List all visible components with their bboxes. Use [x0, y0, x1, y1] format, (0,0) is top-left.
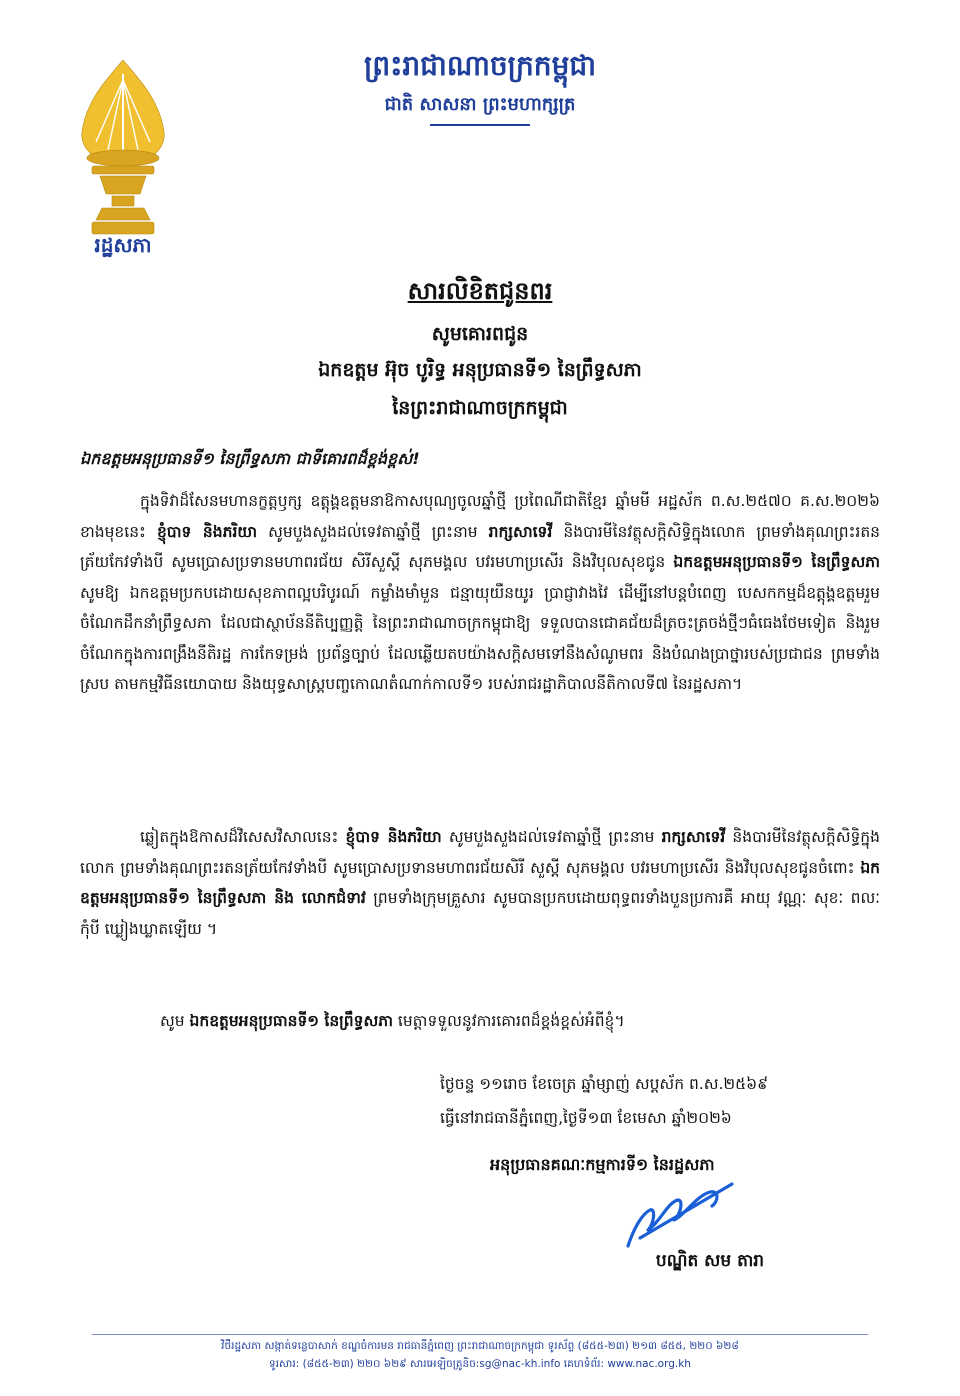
closing-text-c: មេត្តាទទួលនូវការគោរពដ៏ខ្ពង់ខ្ពស់អំពីខ្ញុំ។: [393, 1012, 625, 1030]
handwritten-signature-icon: [620, 1180, 740, 1254]
para1-text-c: សូមបួងសួងដល់ទេវតាឆ្នាំថ្មី ព្រះនាម: [257, 522, 489, 541]
letter-title: សារលិខិតជូនពរ: [407, 277, 553, 305]
para1-text-e: និងបារមីនៃវត្ថុសក្តិសិទ្ធិក្នុងលោក ព្រមទាំងគុណព្រះរតនត្រ័យកែវទាំងបី សូមប្រោសប្រទានមហាពរជ័យ សិរីសួស្តី សុភមង្គល បវរមហាប្រសើរ និងវិបុលសុខជូន: [80, 522, 881, 571]
body-paragraph-1: [80, 486, 880, 700]
para2-recipient: ឯកឧត្តមអនុប្រធានទី១ នៃព្រឹទ្ធសភា និង លោកជំទាវ: [80, 858, 880, 907]
address-line-1: សូមគោរពជូន: [431, 323, 529, 345]
para2-text-c: សូមបួងសួងដល់ទេវតាឆ្នាំថ្មី ព្រះនាម: [441, 828, 662, 846]
para2-text-g: ព្រមទាំងក្រុមគ្រួសារ សូមបានប្រកបដោយពុទ្ធពរទាំងបួនប្រការគឺ អាយុ វណ្ណៈ សុខៈ ពលៈ កុំបី ឃ្លៀងឃ្លាតឡើយ ។: [80, 889, 880, 938]
body-paragraph-2: [80, 822, 880, 944]
motto-divider: [430, 124, 530, 126]
footer-address: វិថីរដ្ឋសភា សង្កាត់ទន្លេបាសាក់ ខណ្ឌចំការមន រាជធានីភ្នំពេញ ព្រះរាជាណាចក្រកម្ពុជា ទូរស័ព្ទ (៨៥៥-២៣) ២១៣ ៨៥៥, ២២០ ៦២៨: [221, 1340, 739, 1352]
address-line-2: ឯកឧត្តម អ៊ុច បូរិទ្ធ អនុប្រធានទី១ នៃព្រឹទ្ធសភា: [318, 359, 642, 381]
closing-text-a: សូម: [160, 1012, 190, 1030]
kingdom-heading: ព្រះរាជាណាចក្រកម្ពុជា: [363, 49, 596, 82]
national-motto: ជាតិ សាសនា ព្រះមហាក្សត្រ: [384, 94, 576, 115]
para2-text-e: និងបារមីនៃវត្ថុសក្តិសិទ្ធិក្នុងលោក ព្រមទាំងគុណព្រះរតនត្រ័យកែវទាំងបី សូមប្រោសប្រទានមហាពរជ័យសិរី សួស្តី សុភមង្គល បវរមហាប្រសើរ និងវិបុលសុខជូនចំពោះ: [80, 828, 880, 877]
salutation: ឯកឧត្តមអនុប្រធានទី១ នៃព្រឹទ្ធសភា ជាទីគោរពដ៏ខ្ពង់ខ្ពស់!: [80, 449, 420, 468]
footer-divider: [92, 1334, 868, 1335]
address-line-3: នៃព្រះរាជាណាចក្រកម្ពុជា: [392, 397, 568, 419]
national-assembly-emblem-icon: [78, 60, 168, 238]
para1-deity-name: រាក្សសាទេវី: [488, 522, 553, 541]
para1-senders: ខ្ញុំបាទ និងភរិយា: [156, 522, 258, 541]
signatory-title: អនុប្រធានគណៈកម្មការទី១ នៃរដ្ឋសភា: [490, 1155, 715, 1174]
para2-deity-name: រាក្សសាទេវី: [661, 828, 726, 846]
institution-name: រដ្ឋសភា: [94, 233, 152, 257]
para2-text-a: ឆ្លៀតក្នុងឱកាសដ៏វិសេសវិសាលនេះ: [140, 828, 346, 846]
closing-line: [80, 1006, 880, 1036]
para1-text-g: សូមឱ្យ ឯកឧត្តមប្រកបដោយសុខភាពល្អបរិបូរណ៍ កម្លាំងមាំមួន ជន្មាយុយឺនយូរ ប្រាជ្ញាវាងវៃ ដើម្បីនៅបន្តបំពេញ បេសកកម្មដ៏ឧត្តុង្គឧត្តមរួមចំណែកដឹកនាំព្រឹទ្ធសភា ដែលជាស្ថាប័ននីតិប្បញ្ញត្តិ នៃព្រះរាជាណាចក្រកម្ពុជាឱ្យ ទទួលបានជោគជ័យដ៏ត្រចះត្រចង់ថ្មីៗធំធេងថែមទៀត និងរួមចំណែកក្នុងការពង្រឹងនីតិរដ្ឋ ការកែទម្រង់ ប្រព័ន្ធច្បាប់ ដែលឆ្លើយតបយ៉ាងសក្តិសមទៅនឹងសំណូមពរ និងបំណងប្រាថ្នារបស់ប្រជាជន ព្រមទាំងស្រប តាមកម្មវិធីនយោបាយ និងយុទ្ធសាស្ត្របញ្ចកោណតំណាក់កាលទី១ របស់រាជរដ្ឋាភិបាលនីតិកាលទី៧ នៃរដ្ឋសភា។: [80, 583, 880, 693]
para2-senders: ខ្ញុំបាទ និងភរិយា: [345, 828, 442, 846]
closing-recipient: ឯកឧត្តមអនុប្រធានទី១ នៃព្រឹទ្ធសភា: [189, 1012, 393, 1030]
para1-text-a: ក្នុងទិវាដ៏សែនមហានក្ខត្តឫក្ស ឧត្តុង្គឧត្តមនាឱកាសបុណ្យចូលឆ្នាំថ្មី ប្រពៃណីជាតិខ្មែរ ឆ្នាំមមី អដ្ឋស័ក ព.ស.២៥៧០ គ.ស.២០២៦ ខាងមុខនេះ: [80, 492, 880, 541]
para1-recipient: ឯកឧត្តមអនុប្រធានទី១ នៃព្រឹទ្ធសភា: [673, 553, 880, 571]
footer-contact: ទូរសារ: (៨៥៥-២៣) ២២០ ៦២៩ សារអេឡិចត្រូនិច:sg@nac-kh.info គេហទំព័រ: www.nac.org.kh: [269, 1358, 691, 1370]
signatory-name: បណ្ឌិត សម តារា: [655, 1251, 765, 1271]
solar-date-place: ធ្វើនៅរាជធានីភ្នំពេញ,ថ្ងៃទី១៣ ខែមេសា ឆ្នាំ២០២៦: [440, 1109, 732, 1127]
lunar-date: ថ្ងៃចន្ទ ១១រោច ខែចេត្រ ឆ្នាំម្សាញ់ សប្តស័ក ព.ស.២៥៦៩: [440, 1075, 769, 1093]
